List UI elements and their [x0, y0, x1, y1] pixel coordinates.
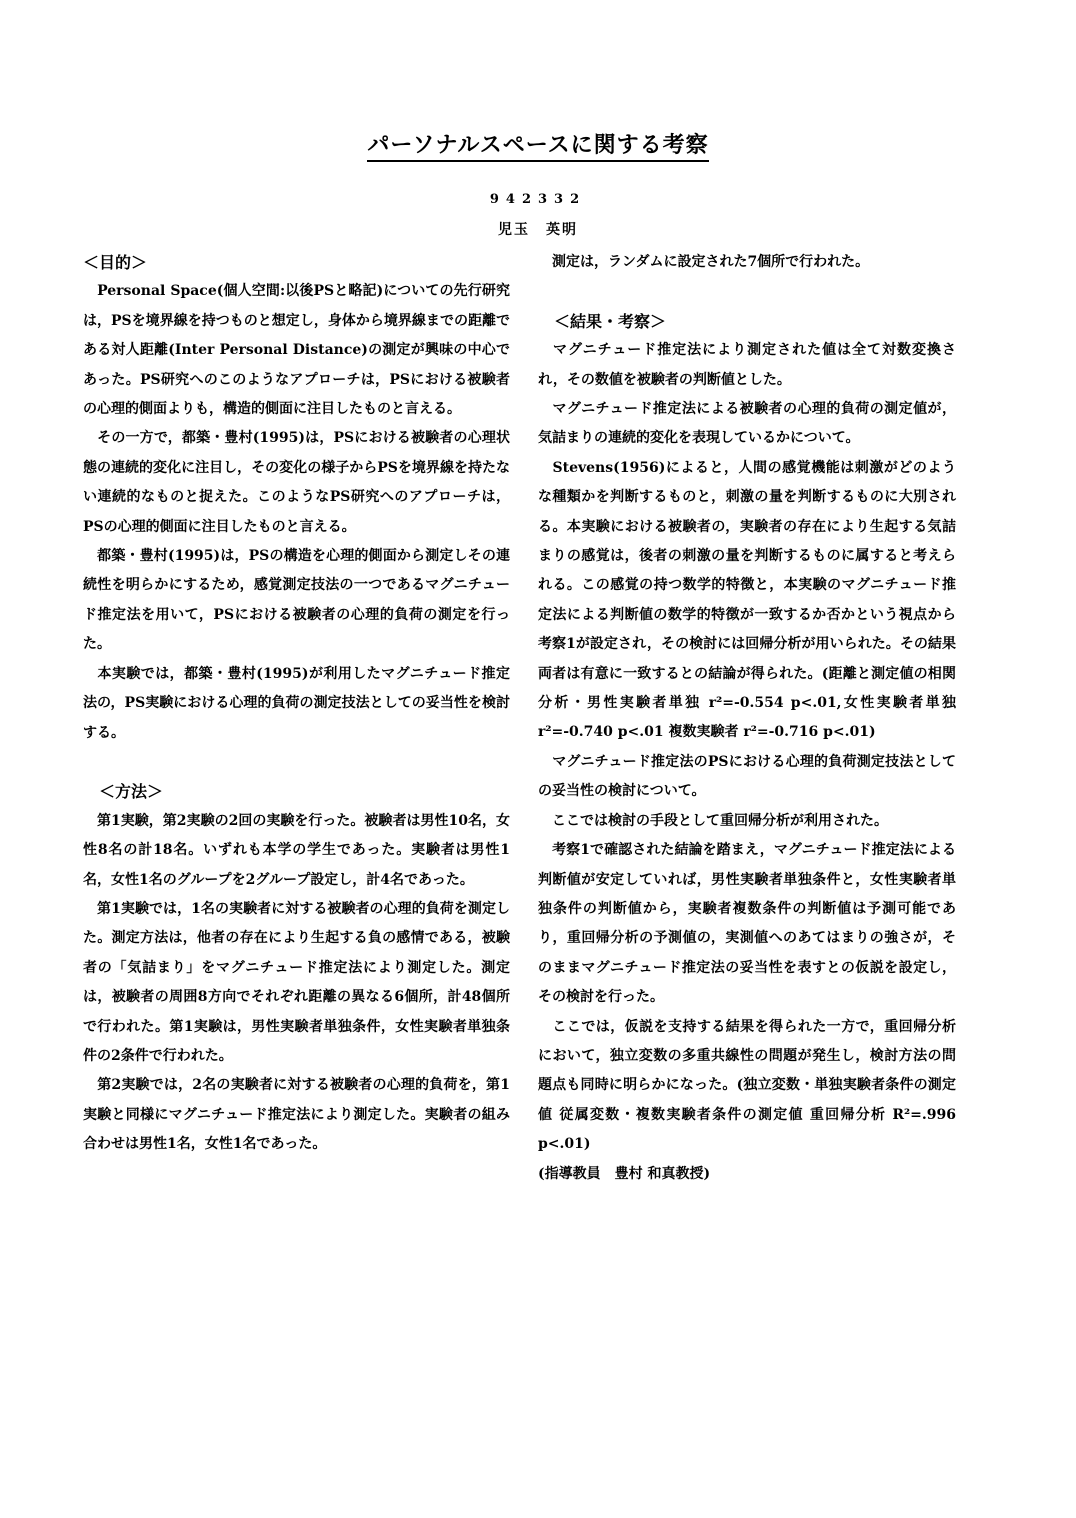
paragraph: Personal Space(個人空間:以後PSと略記)についての先行研究は，PSを境界線を持つものと想定し，身体から境界線までの距離である対人距離(Inter Personal Distance)の測定が興味の中心であった。PS研究へのこのようなアプローチは，PSにおける被験者の心理的側面よりも，構造的側面に注目したものと言える。	[83, 283, 510, 418]
paragraph: 都築・豊村(1995)は，PSの構造を心理的側面から測定しその連続性を明らかにするため，感覚測定技法の一つであるマグニチュード推定法を用いて，PSにおける被験者の心理的負荷の測定を行った。	[83, 548, 510, 653]
paragraph: マグニチュード推定法による被験者の心理的負荷の測定値が，気詰まりの連続的変化を表現しているかについて。	[538, 401, 956, 447]
paragraph: 第1実験，第2実験の2回の実験を行った。被験者は男性10名，女性8名の計18名。いずれも本学の学生であった。実験者は男性1名，女性1名のグループを2グループ設定し，計4名であった。	[83, 812, 510, 888]
paragraph: ここでは，仮説を支持する結果を得られた一方で，重回帰分析において，独立変数の多重共線性の問題が発生し，検討方法の問題点も同時に明らかになった。(独立変数・単独実験者条件の測定値 従属変数・複数実験者条件の測定値 重回帰分析 R²=.996 p<.01)	[538, 1018, 956, 1153]
right-column	[538, 248, 956, 1189]
paragraph: 測定は，ランダムに設定された7個所で行われた。	[538, 254, 870, 270]
heading-purpose: ＜目的＞	[83, 253, 148, 272]
spacer	[83, 748, 510, 777]
paragraph: 第2実験では，2名の実験者に対する被験者の心理的負荷を，第1実験と同様にマグニチュード推定法により測定した。実験者の組み合わせは男性1名，女性1名であった。	[83, 1077, 510, 1153]
paragraph: マグニチュード推定法により測定された値は全て対数変換され，その数値を被験者の判断値とした。	[538, 342, 956, 388]
paragraph: 本実験では，都築・豊村(1995)が利用したマグニチュード推定法の，PS実験における心理的負荷の測定技法としての妥当性を検討する。	[83, 665, 510, 741]
left-column	[83, 248, 510, 1160]
paper-title: パーソナルスペースに関する考察	[0, 128, 1076, 159]
author-name: 児玉 英明	[498, 222, 578, 238]
paragraph: マグニチュード推定法のPSにおける心理的負荷測定技法としての妥当性の検討について。	[538, 753, 956, 800]
paragraph: 考察1で確認された結論を踏まえ，マグニチュード推定法による判断値が安定していれば，男性実験者単独条件と，女性実験者単独条件の判断値から，実験者複数条件の判断値は予測可能であり，重回帰分析の予測値の，実測値へのあてはまりの強さが，そのままマグニチュード推定法の妥当性を表すとの仮説を設定し，その検討を行った。	[538, 842, 956, 1006]
spacer	[538, 277, 956, 306]
paragraph: 第1実験では，1名の実験者に対する被験者の心理的負荷を測定した。測定方法は，他者の存在により生起する負の感情である，被験者の「気詰まり」をマグニチュード推定法により測定した。測定は，被験者の周囲8方向でそれぞれ距離の異なる6個所，計48個所で行われた。第1実験は，男性実験者単独条件，女性実験者単独条件の2条件で行われた。	[83, 900, 510, 1064]
paragraph: ここでは検討の手段として重回帰分析が利用された。	[538, 812, 888, 829]
heading-results: ＜結果・考察＞	[538, 311, 667, 331]
student-id: 942332	[489, 192, 587, 207]
advisor-signature: (指導教員 豊村 和真教授)	[538, 1165, 711, 1182]
paragraph: Stevens(1956)によると，人間の感覚機能は刺激がどのような種類かを判断するものと，刺激の量を判断するものに大別される。本実験における被験者の，実験者の存在により生起する気詰まりの感覚は，後者の刺激の量を判断するものに属すると考えられる。この感覚の持つ数学的特徴と，本実験のマグニチュード推定法による判断値の数学的特徴が一致するか否かという視点から考察1が設定され，その検討には回帰分析が用いられた。その結果両者は有意に一致するとの結論が得られた。(距離と測定値の相関分析・男性実験者単独 r²=-0.554 p<.01,女性実験者単独 r²=-0.740 p<.01 複数実験者 r²=-0.716 p<.01)	[538, 459, 956, 741]
heading-method: ＜方法＞	[83, 782, 164, 802]
paragraph: その一方で，都築・豊村(1995)は，PSにおける被験者の心理状態の連続的変化に注目し，その変化の様子からPSを境界線を持たない連続的なものと捉えた。このようなPS研究へのアプローチは，PSの心理的側面に注目したものと言える。	[83, 430, 510, 535]
